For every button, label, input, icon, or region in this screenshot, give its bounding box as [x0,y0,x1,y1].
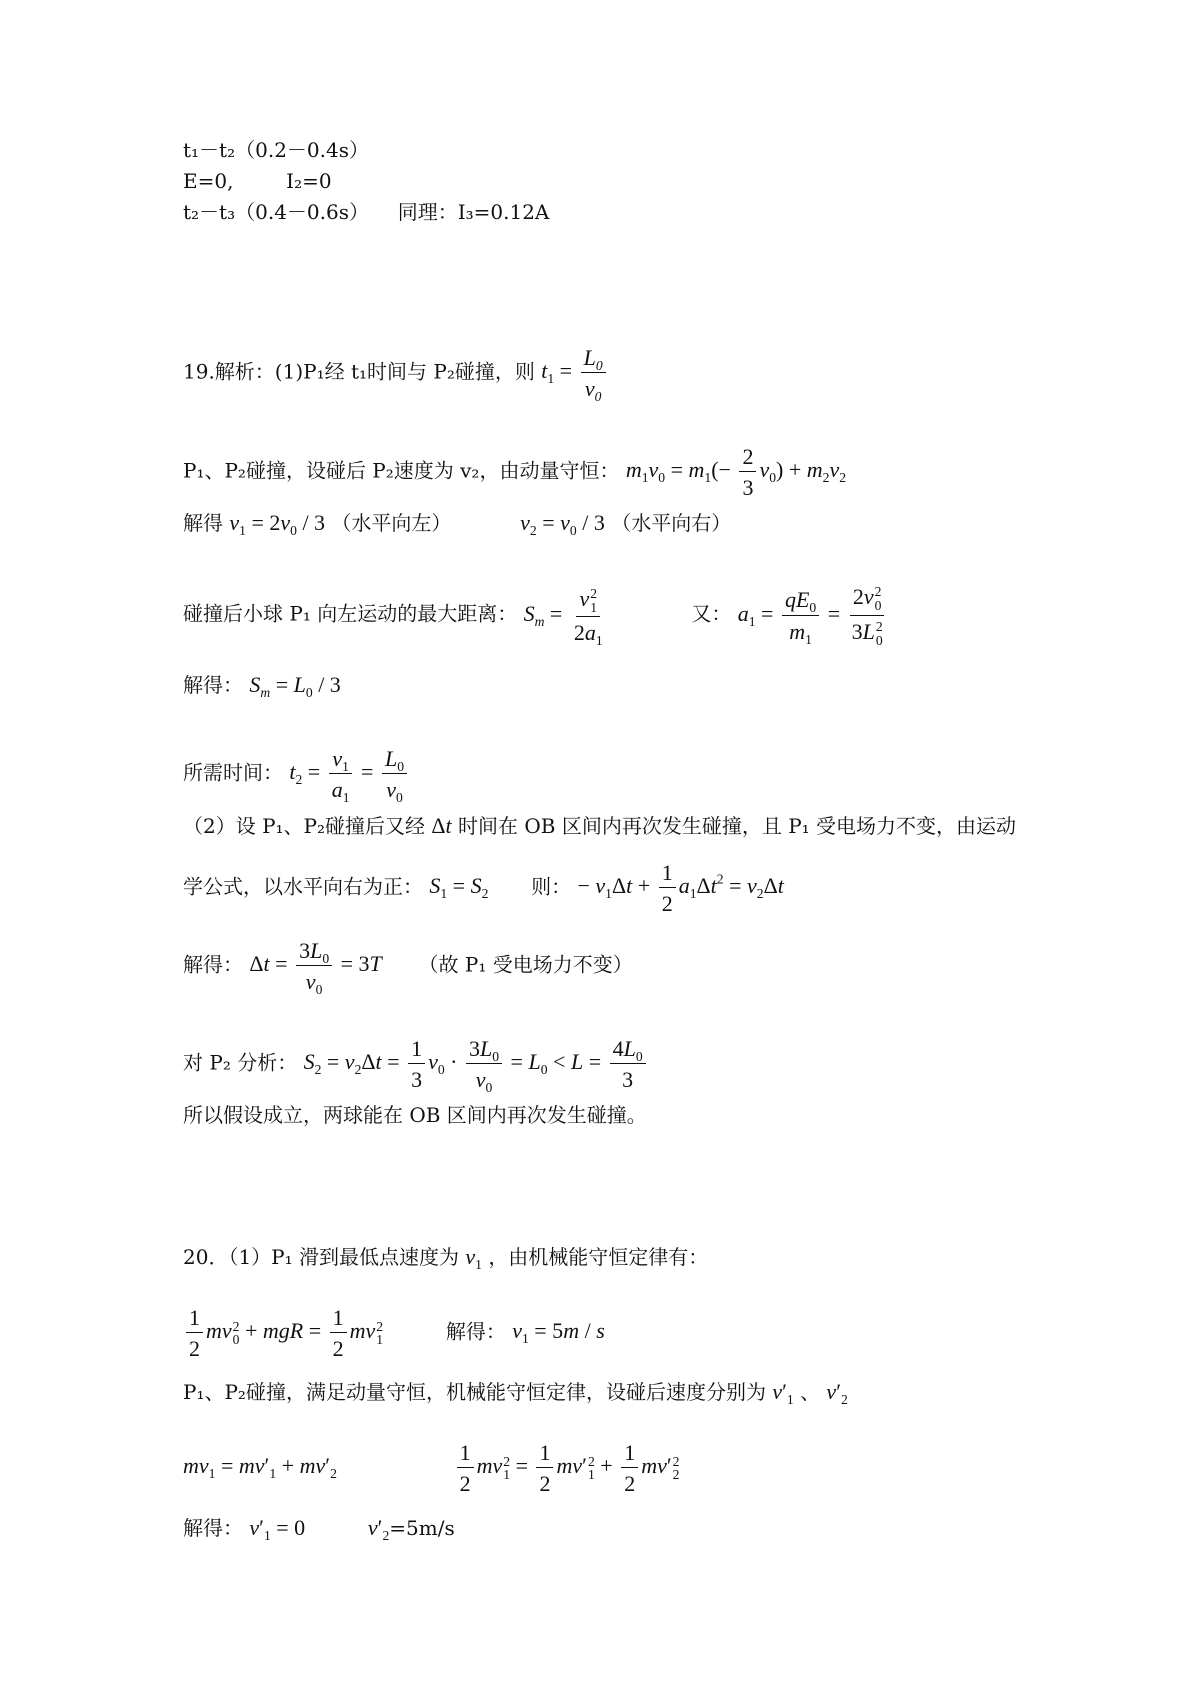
formula-sm: $S_m$ = v 2 1 $2a_1$ [523,585,603,649]
formula-v2: $v_2 = v_0 / 3$ [520,510,605,538]
prev-line-2 [183,167,332,195]
formula-v1: $v_1 = 2v_0 / 3$ [229,510,326,538]
q19-intro: 19.解析：(1)P₁经 t₁时间与 P₂碰撞，则 $t_1$ = $\frac{L_0}{v_0}$ [183,345,609,402]
symbol-v1-prime: $v'_1$ [772,1379,794,1407]
symbol-v1: $v_1$ [465,1244,482,1272]
formula-energy: $\frac{1}{2}$ mv 2 0 + mgR = $\frac{1}{2}$ mv 2 1 [183,1318,383,1343]
formula-delta-t: Δt = $\frac{3L_0}{v_0}$ = 3T [249,938,382,998]
q19-velocities: 解得 $v_1 = 2v_0 / 3$ （水平向左） $v_2 = v_0 / 3$ （水平向右） [183,510,732,538]
q19-conclusion: 所以假设成立，两球能在 OB 区间内再次发生碰撞。 [183,1103,647,1127]
current-zero: I₂=0 [286,169,332,193]
interval-label: t₂－t₃（0.4－0.6s） [183,200,369,224]
formula-momentum-20: $mv_1 = mv'_1 + mv'_2$ [183,1453,337,1482]
q19-time: 所需时间： $t_2$ = $\frac{v_1}{a_1}$ = $\frac{L_0}{v_0}$ [183,746,410,803]
q20-conservation [183,1440,679,1497]
formula-momentum: $m_1v_0 = m_1(-$ $\frac{2}{3}$ $v_0) + m_2v_2$ [625,444,847,501]
q20-energy: $\frac{1}{2}$ mv 2 0 + mgR = $\frac{1}{2}$ mv 2 1 解得： $v_1 = 5m / s$ [183,1305,605,1362]
q19-max-distance: 碰撞后小球 P₁ 向左运动的最大距离： $S_m$ = v 2 1 $2a_1$ 又： $a_1$ = $\frac{qE_0}{m_1}$ = 2v 2 0 3L 2 0 [183,584,889,647]
prev-line-3 [183,198,549,226]
formula-v1-prime-zero: $v'_1 = 0$ [249,1515,306,1543]
symbol-v2-prime: $v'_2$ [826,1379,848,1407]
current-i3: 同理：I₃=0.12A [397,200,550,224]
v2-prime-value: =5m/s [389,1516,455,1540]
formula-energy-20: $\frac{1}{2}$ mv 2 1 = $\frac{1}{2}$ mv′ 2 1 + $\frac{1}{2}$ mv′ 2 2 [454,1453,680,1478]
formula-v1-value: $v_1 = 5m / s$ [512,1318,605,1347]
q19-momentum-line: P₁、P₂碰撞，设碰后 P₂速度为 v₂，由动量守恒： $m_1v_0 = m_1(-$ $\frac{2}{3}$ $v_0) + m_2v_2$ [183,444,847,501]
formula-s2: $S_2 = v_2\Delta t$ = $\frac{1}{3}$ $v_0$ · $\frac{3L_0}{v_0}$ = $L_0 < L$ = $\frac{4L_0}{3}$ [304,1049,649,1074]
formula-sm-result: $S_m = L_0 / 3$ [249,672,341,700]
q20-result: 解得： $v'_1 = 0$ $v'_2=5m/s$ [183,1515,455,1543]
formula-t2: $t_2$ = $\frac{v_1}{a_1}$ = $\frac{L_0}{v_0}$ [289,759,410,784]
q19-p2-analysis: 对 P₂ 分析： $S_2 = v_2\Delta t$ = $\frac{1}{3}$ $v_0$ · $\frac{3L_0}{v_0}$ = $L_0 < L$ = $\frac{4L_0}{3}$ [183,1036,649,1093]
formula-v2-prime: $v'_2$ [367,1515,390,1543]
q20-intro: 20．（1）P₁ 滑到最低点速度为 $v_1$ ，由机械能守恒定律有： [183,1244,709,1272]
formula-s1-s2: $S_1 = S_2$ [429,873,489,902]
q20-collision: P₁、P₂碰撞，满足动量守恒，机械能守恒定律，设碰后速度分别为 $v'_1$ 、 $v'_2$ [183,1379,848,1407]
formula-t1: $t_1$ = $\frac{L_0}{v_0}$ [541,358,608,383]
q19-delta-t-result: 解得： Δt = $\frac{3L_0}{v_0}$ = 3T （故 P₁ 受电场力不变） [183,938,633,998]
emf-zero: E=0, [183,169,234,193]
symbol-delta-t: Δt [431,813,452,838]
prev-line-1: t₁－t₂（0.2－0.4s） [183,138,369,162]
q19-part2-line1: （2）设 P₁、P₂碰撞后又经 Δt 时间在 OB 区间内再次发生碰撞，且 P₁ 受电场力不变，由运动 [183,813,1017,838]
q19-part2-line2: 学公式，以水平向右为正： $S_1 = S_2$ 则： − $v_1\Delta t$ + $\frac{1}{2}$ $a_1\Delta t^2 = v_2\Delta t$ [183,860,784,917]
formula-kinematics: − $v_1\Delta t$ + $\frac{1}{2}$ $a_1\Delta t^2 = v_2\Delta t$ [577,860,784,917]
formula-a1: $a_1$ = $\frac{qE_0}{m_1}$ = 2v 2 0 3L 2 0 [737,584,883,648]
q19-sm-result: 解得： $S_m = L_0 / 3$ [183,672,341,700]
